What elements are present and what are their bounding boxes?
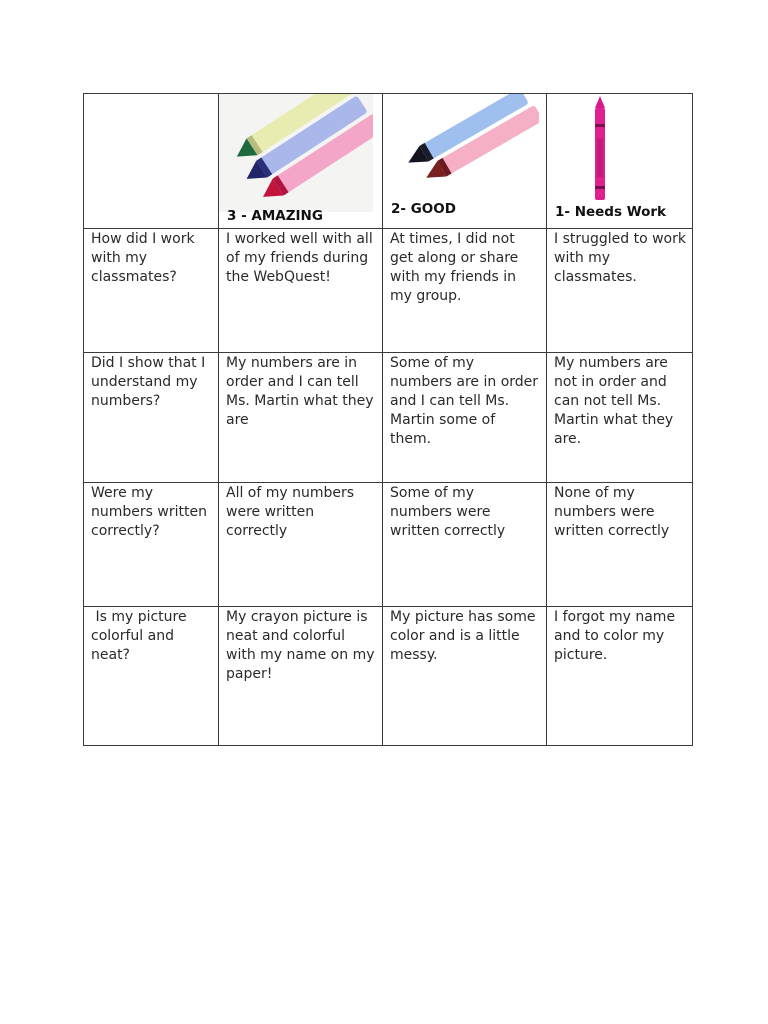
question-cell: Is my picture colorful and neat? <box>84 607 219 746</box>
header-row <box>84 94 693 229</box>
rubric-row-writing <box>84 483 693 607</box>
amazing-cell: My crayon picture is neat and colorful with my name on my paper! <box>219 607 383 746</box>
needs-work-cell: I struggled to work with my classmates. <box>547 229 693 353</box>
one-crayon-image <box>547 94 687 204</box>
header-blank-cell <box>84 94 219 229</box>
needs-work-cell: None of my numbers were written correctly <box>547 483 693 607</box>
header-good-cell <box>383 94 547 229</box>
amazing-cell: All of my numbers were written correctly <box>219 483 383 607</box>
rubric-table <box>83 93 693 746</box>
rubric-row-understanding <box>84 353 693 483</box>
two-crayons-image <box>389 94 539 194</box>
rubric-row-picture <box>84 607 693 746</box>
question-cell: Did I show that I understand my numbers? <box>84 353 219 483</box>
header-amazing: 3 - AMAZING <box>227 208 323 224</box>
good-cell: My picture has some color and is a little messy. <box>383 607 547 746</box>
header-amazing-cell <box>219 94 383 229</box>
question-cell: How did I work with my classmates? <box>84 229 219 353</box>
header-needs-work: 1- Needs Work <box>555 204 667 220</box>
needs-work-cell: My numbers are not in order and can not tell Ms. Martin what they are. <box>547 353 693 483</box>
good-cell: Some of my numbers were written correctly <box>383 483 547 607</box>
rubric-row-teamwork <box>84 229 693 353</box>
amazing-cell: I worked well with all of my friends during the WebQuest! <box>219 229 383 353</box>
amazing-cell: My numbers are in order and I can tell Ms. Martin what they are <box>219 353 383 483</box>
question-cell: Were my numbers written correctly? <box>84 483 219 607</box>
header-needs-work-cell <box>547 94 693 229</box>
good-cell: Some of my numbers are in order and I can tell Ms. Martin some of them. <box>383 353 547 483</box>
needs-work-cell: I forgot my name and to color my picture. <box>547 607 693 746</box>
good-cell: At times, I did not get along or share with my friends in my group. <box>383 229 547 353</box>
three-crayons-image <box>219 94 373 212</box>
header-good: 2- GOOD <box>391 201 456 217</box>
